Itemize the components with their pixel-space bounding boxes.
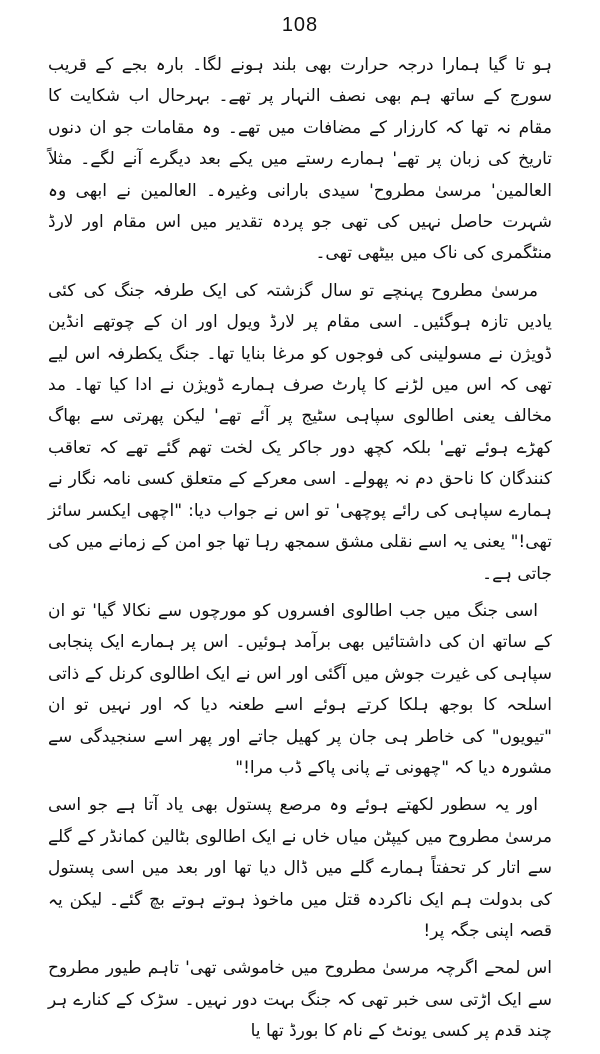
page-number: 108 xyxy=(281,14,319,36)
paragraph-2: مرسیٰ مطروح پہنچے تو سال گزشتہ کی ایک طرفہ جنگ کی کئی یادیں تازہ ہوگئیں۔ اسی مقام پر لارڈ ویول اور ان کے چوتھے انڈین ڈویژن نے مسولینی کی فوجوں کو مرغا بنایا تھا۔ جنگ یکطرفہ اس لیے تھی کہ اس میں لڑنے کا پارٹ صرف ہمارے ڈویژن نے ادا کیا تھا۔ مد مخالف یعنی اطالوی سپاہی سٹیج پر آئے تھے' لیکن پھرتی سے بھاگ کھڑے ہوئے تھے' بلکہ کچھ دور جاکر یک لخت تھم گئے تھے کہ تعاقب کنندگان کا ناحق دم نہ پھولے۔ اسی معرکے کے متعلق کسی نامہ نگار نے ہمارے سپاہی کی رائے پوچھی' تو اس نے جواب دیا: "اچھی ایکسر سائز تھی!" یعنی یہ اسے نقلی مشق سمجھ رہا تھا جو امن کے زمانے میں کی جاتی ہے۔ xyxy=(48,280,552,584)
paragraph-3: اسی جنگ میں جب اطالوی افسروں کو مورچوں سے نکالا گیا' تو ان کے ساتھ ان کی داشتائیں بھی برآمد ہوئیں۔ اس پر ہمارے ایک پنجابی سپاہی کی غیرت جوش میں آگئی اور اس نے ایک اطالوی کرنل کے ذاتی اسلحہ کا بوجھ ہلکا کرتے ہوئے اسے طعنہ دیا کہ اور نہیں تو ان "تیویوں" کی خاطر ہی جان پر کھیل جاتے اور پھر اسے سنجیدگی سے مشورہ دیا کہ "چھونی تے پانی پاکے ڈب مرا!" xyxy=(48,600,552,778)
page-body xyxy=(48,50,552,1054)
paragraph-4: اور یہ سطور لکھتے ہوئے وہ مرصع پستول بھی یاد آتا ہے جو اسی مرسیٰ مطروح میں کیپٹن میاں خاں نے ایک اطالوی بٹالین کمانڈر کے گلے سے اتار کر تحفتاً ہمارے گلے میں ڈال دیا تھا اور بعد میں اسی پستول کی بدولت ہم ایک ناکردہ قتل میں ماخوذ ہوتے ہوتے بچ گئے۔ لیکن یہ قصہ اپنی جگہ پر! xyxy=(48,795,552,941)
paragraph-5: اس لمحے اگرچہ مرسیٰ مطروح میں خاموشی تھی' تاہم طیور مطروح سے ایک اڑتی سی خبر تھی کہ جنگ بہت دور نہیں۔ سڑک کے کنارے ہر چند قدم پر کسی یونٹ کے نام کا بورڈ تھا یا xyxy=(48,958,552,1042)
paragraph-1: ہو تا گیا ہمارا درجہ حرارت بھی بلند ہونے لگا۔ بارہ بجے کے قریب سورج کے ساتھ ہم بھی نصف النہار پر تھے۔ بہرحال اب شکایت کا مقام نہ تھا کہ کارزار کے مضافات میں تھے۔ وہ مقامات جو ان دنوں تاریخ کی زبان پر تھے' ہمارے رستے میں یکے بعد دیگرے آنے لگے۔ مثلاً العالمین' مرسیٰ مطروح' سیدی بارانی وغیرہ۔ العالمین نے ابھی وہ شہرت حاصل نہیں کی تھی جو پردہ تقدیر میں اس مقام اور لارڈ منٹگمری کی ناک میں بیٹھی تھی۔ xyxy=(48,55,552,264)
